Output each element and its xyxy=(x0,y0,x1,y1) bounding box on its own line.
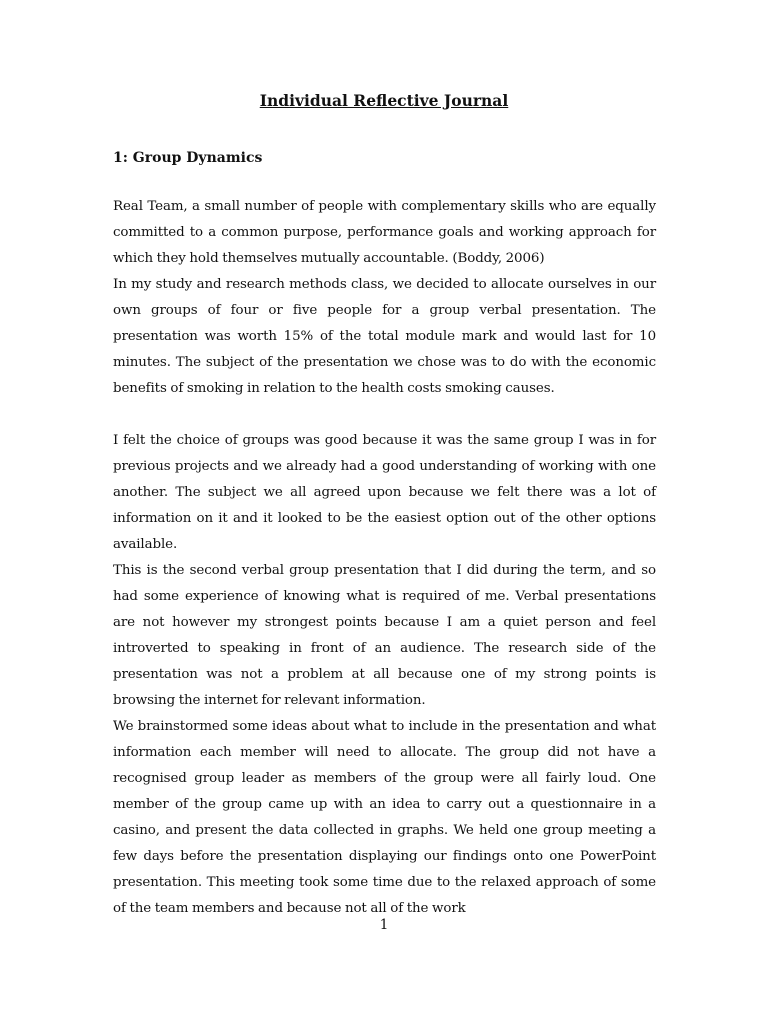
paragraph-block-4 xyxy=(113,714,656,922)
paragraph-block-2 xyxy=(113,428,656,558)
paragraph-group-choice: I felt the choice of groups was good because it was the same group I was in for previous projects and we already had a good understanding of working with one another. The subject we all agreed upon because we felt there was a lot of information on it and it looked to be the easiest option out of the other options available. xyxy=(113,433,656,552)
page-number: 1 xyxy=(379,917,389,933)
paragraph-experience: This is the second verbal group presentation that I did during the term, and so had some experience of knowing what is required of me. Verbal presentations are not however my strongest points because I am a quiet person and feel introverted to speaking in front of an audience. The research side of the presentation was not a problem at all because one of my strong points is browsing the internet for relevant information. xyxy=(113,563,656,708)
document-title: Individual Reflective Journal xyxy=(259,91,509,110)
section-heading: 1: Group Dynamics xyxy=(113,150,263,166)
paragraph-block-1 xyxy=(113,194,656,402)
paragraph-brainstorm: We brainstormed some ideas about what to include in the presentation and what information each member will need to allocate. The group did not have a recognised group leader as members of the group were all fairly loud. One member of the group came up with an idea to carry out a questionnaire in a casino, and present the data collected in graphs. We held one group meeting a few days before the presentation displaying our findings onto one PowerPoint presentation. This meeting took some time due to the relaxed approach of some of the team members and because not all of the work xyxy=(113,719,656,916)
paragraph-block-3 xyxy=(113,558,656,714)
paragraph-definition: Real Team, a small number of people with complementary skills who are equally committed to a common purpose, performance goals and working approach for which they hold themselves mutually accountable. (Boddy, 2006) xyxy=(113,199,656,266)
paragraph-class-context: In my study and research methods class, we decided to allocate ourselves in our own groups of four or five people for a group verbal presentation. The presentation was worth 15% of the total module mark and would last for 10 minutes. The subject of the presentation we chose was to do with the economic benefits of smoking in relation to the health costs smoking causes. xyxy=(113,277,656,396)
